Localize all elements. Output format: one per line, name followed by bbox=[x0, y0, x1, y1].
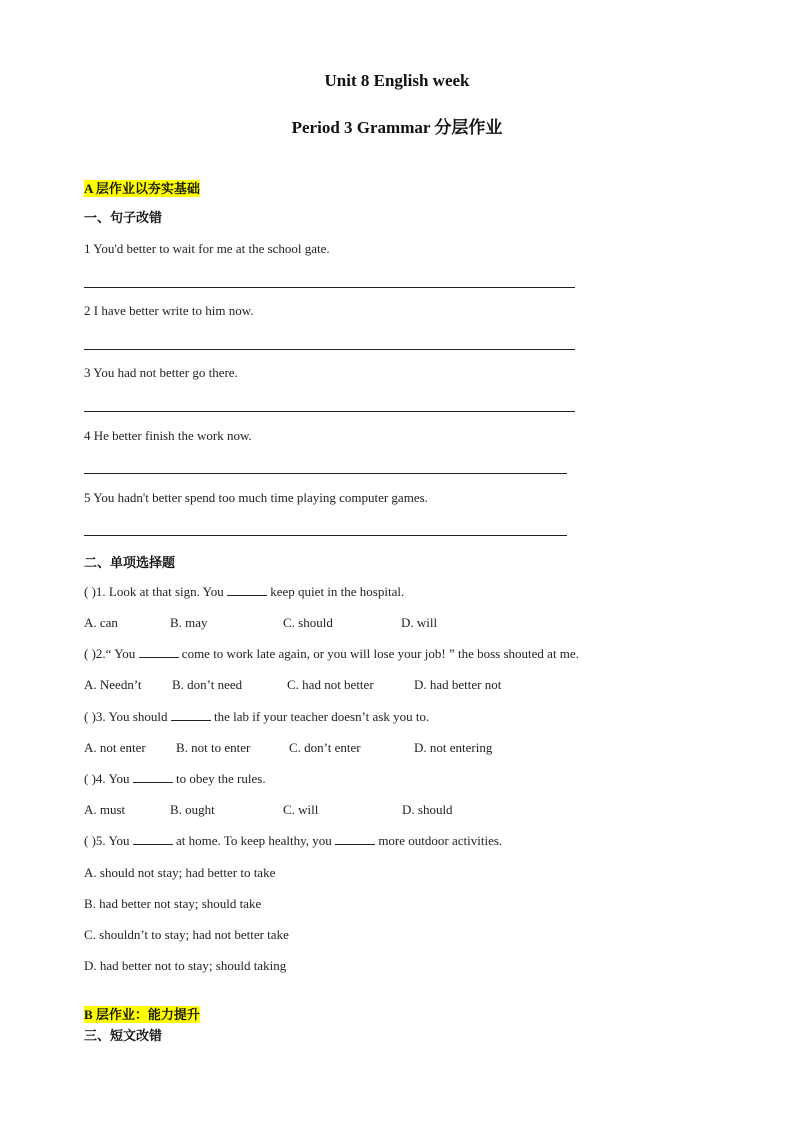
q1-option-b[interactable]: B. may bbox=[170, 615, 208, 630]
q4-option-a[interactable]: A. must bbox=[84, 802, 126, 817]
answer-paren[interactable]: ( ) bbox=[84, 646, 96, 661]
level-a-label bbox=[84, 178, 200, 197]
correction-item-1: 1 You'd better to wait for me at the school gate. bbox=[84, 241, 330, 256]
q5-option-b[interactable]: B. had better not stay; should take bbox=[84, 896, 262, 911]
fill-blank[interactable] bbox=[133, 833, 173, 845]
level-b-label bbox=[84, 1004, 200, 1023]
fill-blank[interactable] bbox=[139, 646, 179, 658]
q5-option-d[interactable]: D. had better not to stay; should taking bbox=[84, 958, 287, 973]
q4-option-d[interactable]: D. should bbox=[402, 802, 453, 817]
q2-option-a[interactable]: A. Needn’t bbox=[84, 677, 142, 692]
level-b-highlight: B 层作业：能力提升 bbox=[84, 1007, 200, 1022]
correction-item-4: 4 He better finish the work now. bbox=[84, 428, 252, 443]
q5-option-c[interactable]: C. shouldn’t to stay; had not better take bbox=[84, 927, 289, 942]
q3-option-c[interactable]: C. don’t enter bbox=[289, 740, 361, 755]
answer-line-2[interactable] bbox=[84, 349, 575, 350]
answer-line-5[interactable] bbox=[84, 535, 567, 536]
answer-paren[interactable]: ( ) bbox=[84, 709, 96, 724]
level-a-highlight: A 层作业以夯实基础 bbox=[84, 181, 200, 196]
document-subtitle: Period 3 Grammar 分层作业 bbox=[291, 118, 503, 137]
q3-option-d[interactable]: D. not entering bbox=[414, 740, 493, 755]
question-2: ( )2.“ You come to work late again, or you will lose your job! ” the boss shouted at me. bbox=[84, 646, 579, 661]
question-3: ( )3. You should the lab if your teacher doesn’t ask you to. bbox=[84, 709, 430, 724]
q5-option-a[interactable]: A. should not stay; had better to take bbox=[84, 865, 276, 880]
answer-paren[interactable]: ( ) bbox=[84, 584, 96, 599]
correction-item-2: 2 I have better write to him now. bbox=[84, 303, 254, 318]
q4-option-b[interactable]: B. ought bbox=[170, 802, 215, 817]
fill-blank[interactable] bbox=[335, 833, 375, 845]
question-1: ( )1. Look at that sign. You keep quiet in the hospital. bbox=[84, 584, 405, 599]
question-4: ( )4. You to obey the rules. bbox=[84, 771, 266, 786]
correction-item-3: 3 You had not better go there. bbox=[84, 365, 238, 380]
q3-option-b[interactable]: B. not to enter bbox=[176, 740, 251, 755]
fill-blank[interactable] bbox=[227, 584, 267, 596]
section1-heading: 一、句子改错 bbox=[84, 210, 163, 225]
correction-item-5: 5 You hadn't better spend too much time playing computer games. bbox=[84, 490, 428, 505]
answer-line-1[interactable] bbox=[84, 287, 575, 288]
question-5: ( )5. You at home. To keep healthy, you more outdoor activities. bbox=[84, 833, 503, 848]
answer-line-3[interactable] bbox=[84, 411, 575, 412]
fill-blank[interactable] bbox=[133, 771, 173, 783]
answer-line-4[interactable] bbox=[84, 473, 567, 474]
q2-option-d[interactable]: D. had better not bbox=[414, 677, 502, 692]
fill-blank[interactable] bbox=[171, 709, 211, 721]
q2-option-b[interactable]: B. don’t need bbox=[172, 677, 243, 692]
q4-option-c[interactable]: C. will bbox=[283, 802, 319, 817]
document-title: Unit 8 English week bbox=[324, 71, 470, 90]
q2-option-c[interactable]: C. had not better bbox=[287, 677, 374, 692]
q1-option-a[interactable]: A. can bbox=[84, 615, 118, 630]
section2-heading: 二、单项选择题 bbox=[84, 555, 176, 570]
q3-option-a[interactable]: A. not enter bbox=[84, 740, 146, 755]
section3-heading: 三、短文改错 bbox=[84, 1028, 163, 1043]
answer-paren[interactable]: ( ) bbox=[84, 771, 96, 786]
q1-option-d[interactable]: D. will bbox=[401, 615, 438, 630]
q1-option-c[interactable]: C. should bbox=[283, 615, 333, 630]
answer-paren[interactable]: ( ) bbox=[84, 833, 96, 848]
